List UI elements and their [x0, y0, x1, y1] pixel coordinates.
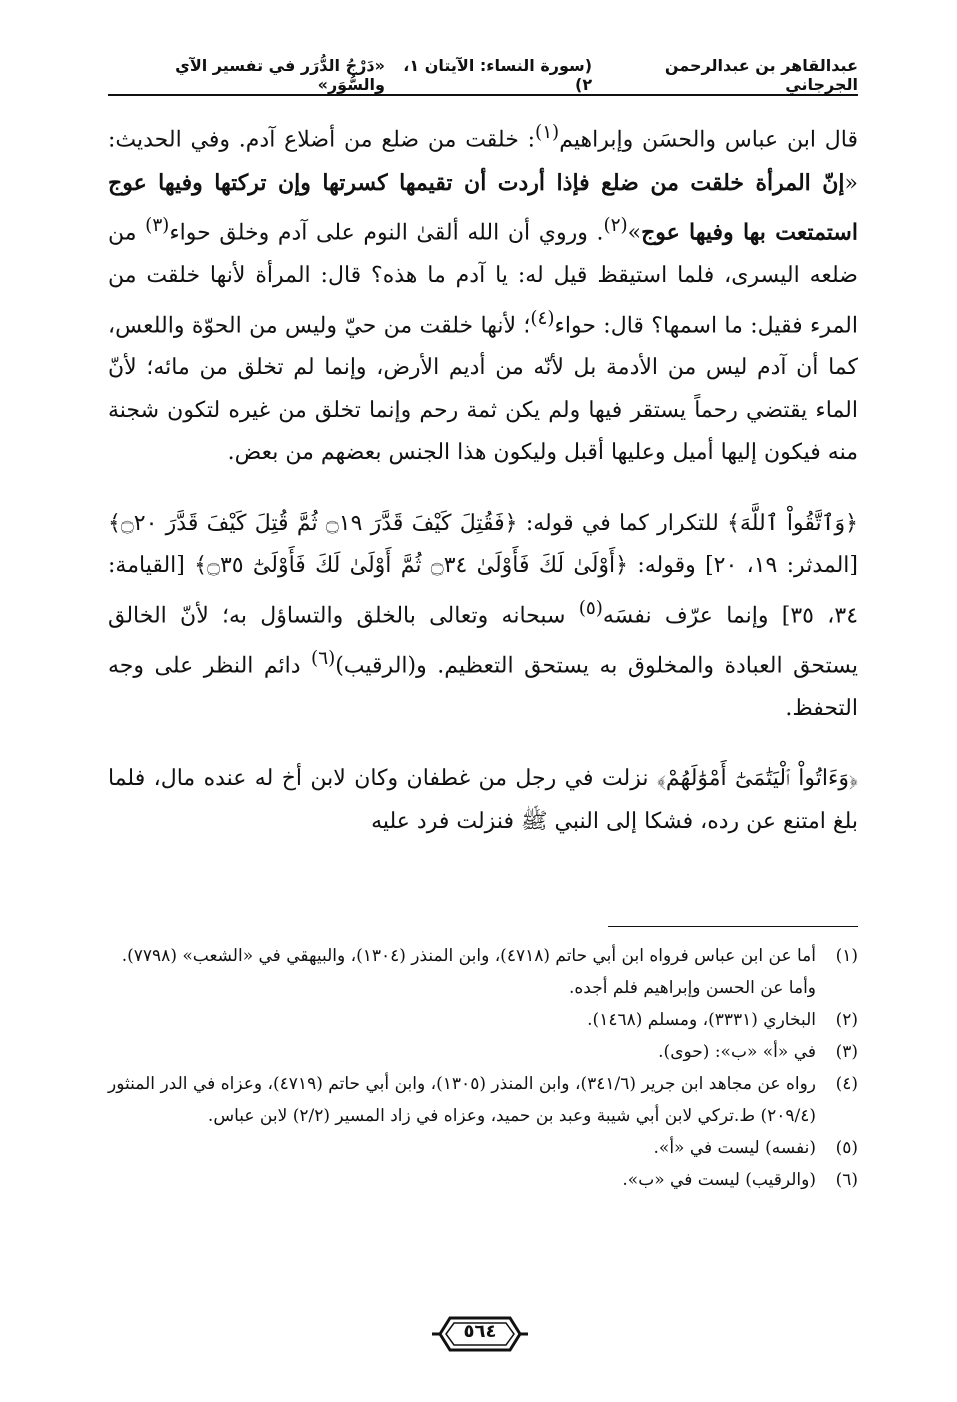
footnote-number: (٤) — [835, 1074, 858, 1094]
footnote-1-cont — [108, 972, 858, 1004]
text-run: قال ابن عباس والحسَن وإبراهيم — [559, 127, 858, 153]
header-rule — [108, 94, 858, 96]
page-number: ٥٦٤ — [463, 1321, 497, 1342]
text-run: من ضلعه اليسرى، فلما استيقظ قيل له: يا آدم ما هذه؟ قال: المرأة لأنها خلقت من المرء فقيل: ما اسمها؟ قال: حواء — [108, 220, 858, 338]
footnote-text: (والرقيب) ليست في «ب». — [622, 1170, 816, 1190]
footnote-ref-6[interactable]: (٦) — [311, 647, 336, 669]
paragraph-3 — [108, 758, 858, 843]
footnote-ref-3[interactable]: (٣) — [145, 215, 170, 237]
text-run: ﴿وَءَاتُواْ ٱلْيَتَٰمَىٰٓ أَمْوَٰلَهُمْ﴾ نزلت في رجل من غطفان وكان لابن أخ له عنده مال، فلما بلغ امتنع عن رده، فشكا إلى النبي ﷺ فنزلت فرد عليه — [108, 766, 858, 834]
footnote-2 — [108, 1004, 858, 1036]
text-run: ﴿وَٱتَّقُواْ ٱللَّهَ﴾ للتكرار كما في قوله: ﴿فَقُتِلَ كَيْفَ قَدَّرَ ۝١٩ ثُمَّ قُتِلَ كَيْفَ قَدَّرَ ۝٢٠﴾ [المدثر: ١٩، ٢٠] وقوله: ﴿أَوْلَىٰ لَكَ فَأَوْلَىٰ ۝٣٤ ثُمَّ أَوْلَىٰ لَكَ فَأَوْلَىٰٓ ۝٣٥﴾ [القيامة: ٣٤، ٣٥] وإنما عرّف نفسَه — [108, 510, 859, 629]
footnote-4 — [108, 1068, 858, 1132]
footnote-number: (١) — [835, 946, 858, 966]
footnote-number: (٣) — [835, 1042, 858, 1062]
main-text — [108, 112, 858, 843]
footnote-text: أما عن ابن عباس فرواه ابن أبي حاتم (٤٧١٨)، وابن المنذر (١٣٠٤)، والبيهقي في «الشعب» (٧٧٩٨). — [121, 946, 816, 966]
text-run: . وروي أن الله ألقىٰ النوم على آدم وخلق حواء — [169, 220, 604, 246]
header-surah: (سورة النساء: الآيتان ١، ٢) — [403, 56, 593, 94]
paragraph-2 — [108, 503, 858, 730]
footnote-text: رواه عن مجاهد ابن جرير (٣٤١/٦)، وابن المنذر (١٣٠٥)، وابن أبي حاتم (٤٧١٩)، وعزاه في الدر المنثور (٢٠٩/٤) ط.تركي لابن أبي شيبة وعبد بن حميد، وعزاه في زاد المسير (٢/٢) لابن عباس. — [108, 1074, 817, 1126]
text-run: سبحانه وتعالى بالخلق والتساؤل به؛ لأنّ الخالق يستحق العبادة والمخلوق به يستحق التعظيم. و(الرقيب) — [108, 603, 859, 679]
hadith-text: إنّ المرأة خلقت من ضلع فإذا أردت أن تقيمها كسرتها وإن تركتها وفيها عوج استمتعت بها وفيها عوج — [108, 169, 858, 246]
footnote-number: (٢) — [835, 1010, 858, 1030]
text-run: » — [627, 220, 642, 246]
footnote-ref-4[interactable]: (٤) — [530, 307, 555, 329]
footnote-separator — [608, 926, 858, 927]
footnote-ref-5[interactable]: (٥) — [578, 597, 603, 619]
footnote-number: (٦) — [835, 1170, 858, 1190]
footnotes — [108, 940, 858, 1196]
page-number-ornament — [430, 1312, 530, 1356]
paragraph-1 — [108, 112, 858, 475]
footnote-text: البخاري (٣٣٣١)، ومسلم (١٤٦٨). — [587, 1010, 816, 1030]
footnote-6 — [108, 1164, 858, 1196]
footnote-text: (نفسه) ليست في «أ». — [653, 1138, 816, 1158]
footnote-5 — [108, 1132, 858, 1164]
footnote-ref-1[interactable]: (١) — [535, 122, 560, 143]
footnote-number — [816, 972, 858, 1004]
footnote-number: (٥) — [835, 1138, 858, 1158]
running-header — [108, 58, 858, 92]
header-author: عبدالقاهر بن عبدالرحمن الجرجاني — [664, 56, 858, 94]
footnote-text: في «أ» «ب»: (حوى). — [658, 1042, 816, 1062]
text-run: ؛ لأنها خلقت من حيّ وليس من الحوّة واللعس، كما أن آدم ليس من الأدمة بل لأنّه من أديم الأرض، وإنما لم تخلق من مائه؛ لأنّ الماء يقتضي رحماً يستقر فيها ولم يكن ثمة رحم وإنما تخلق من غيره لتكون شجنة منه فيكون إليها أميل وعليها أقبل وليكون هذا الجنس بعضهم من بعض. — [108, 312, 858, 466]
footnote-1 — [108, 940, 858, 972]
footnote-3 — [108, 1036, 858, 1068]
footnote-text: وأما عن الحسن وإبراهيم فلم أجده. — [568, 978, 816, 998]
text-run: : خلقت من ضلع من أضلاع آدم. وفي الحديث: « — [108, 127, 858, 196]
text-run: دائم النظر على وجه التحفظ. — [108, 653, 858, 721]
footnote-ref-2[interactable]: (٢) — [603, 215, 628, 237]
header-book-title: «دَرْجُ الدُّرَر في تفسير الآي والسُّوَر» — [175, 56, 385, 94]
